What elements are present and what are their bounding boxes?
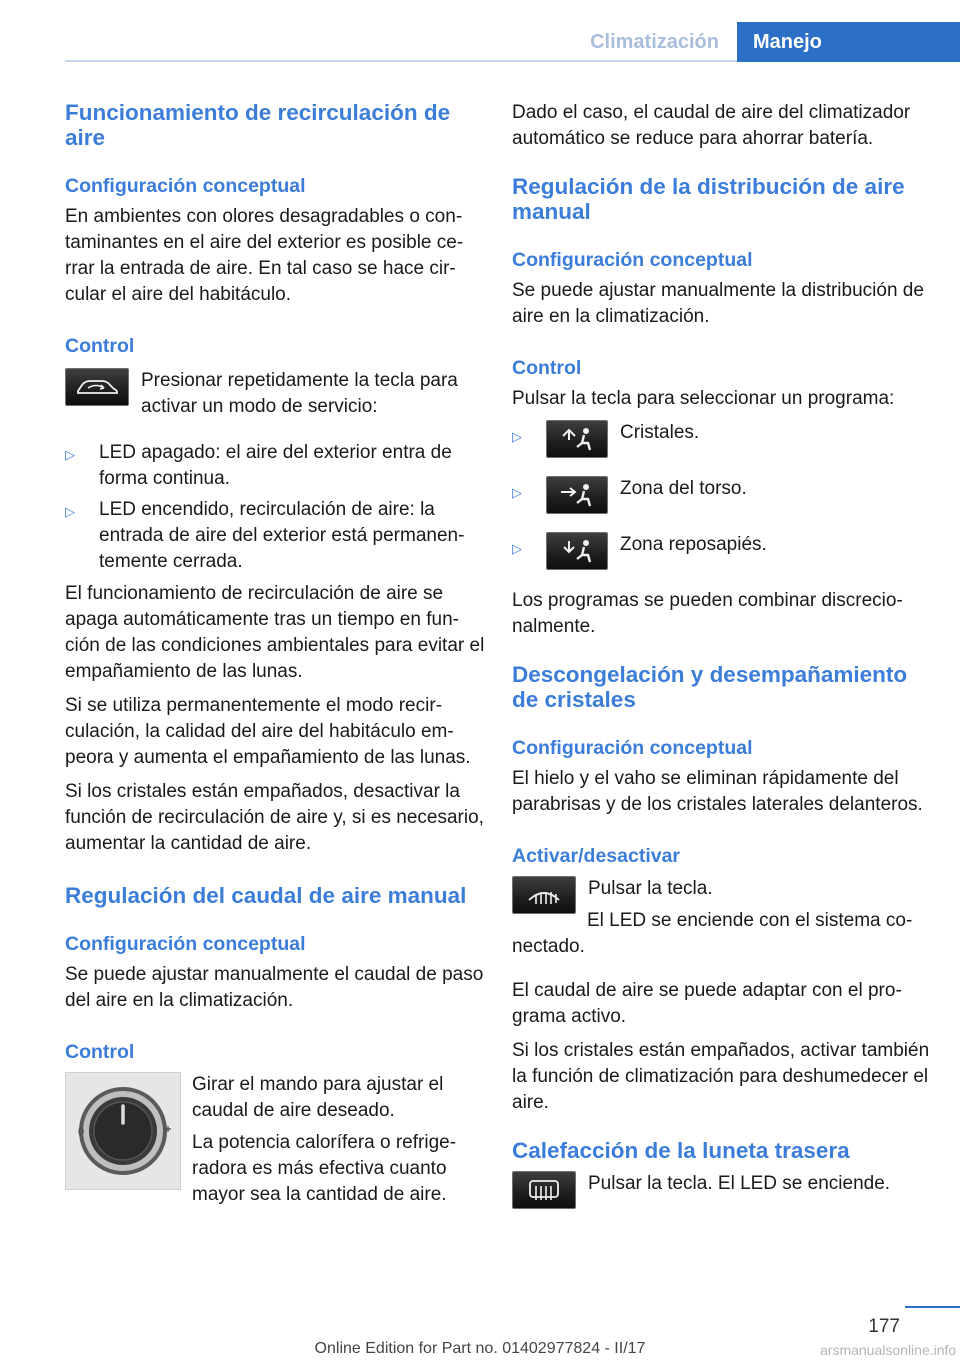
paragraph: Presionar repetidamente la tecla para activar un modo de servicio:	[141, 370, 458, 417]
heading-concept: Configuración conceptual	[65, 175, 306, 197]
led-states-list	[65, 440, 485, 575]
paragraph: Girar el mando para ajustar el caudal de aire deseado.	[192, 1074, 444, 1121]
recirculation-key-icon	[65, 368, 129, 406]
heading-toggle: Activar/desactivar	[512, 845, 681, 867]
heading-control: Control	[65, 335, 135, 357]
bullet-triangle-icon: ▷	[65, 447, 75, 462]
paragraph: Si los cristales están empañados, activar también la función de climatización para deshumedecer el aire.	[512, 1040, 930, 1113]
heading-distribution: Regulación de la distribución de aire manual	[512, 174, 905, 224]
paragraph: En ambientes con olores desagradables o contaminantes en el aire del exterior es posible cerrar la entrada de aire. En tal caso se hace circular el aire del habitáculo.	[65, 206, 464, 305]
header-chapter-tab: Manejo	[737, 22, 960, 62]
bullet-triangle-icon: ▷	[512, 429, 522, 444]
paragraph: Si los cristales están empañados, desactivar la función de recirculación de aire y, si es necesario, aumentar la cantidad de aire.	[65, 781, 484, 854]
paragraph: El hielo y el vaho se eliminan rápidamente del parabrisas y de los cristales laterales delanteros.	[512, 768, 923, 815]
heading-concept: Configuración conceptual	[65, 933, 306, 955]
paragraph: Se puede ajustar manualmente el caudal de paso del aire en la climatización.	[65, 964, 484, 1011]
list-item: ▷ Zona reposapiés.	[512, 532, 932, 570]
heading-airflow: Regulación del caudal de aire manual	[65, 883, 467, 908]
footer-rule	[905, 1306, 960, 1308]
heading-recirculation: Funcionamiento de recirculación de aire	[65, 100, 451, 150]
paragraph: Pulsar la tecla. El LED se enciende.	[588, 1173, 891, 1194]
program-list	[512, 420, 932, 570]
paragraph: Pulsar la tecla para seleccionar un programa:	[512, 388, 895, 409]
defrost-key-icon	[512, 876, 576, 914]
paragraph: Pulsar la tecla.	[588, 878, 713, 899]
paragraph: Se puede ajustar manualmente la distribución de aire en la climatización.	[512, 280, 924, 327]
header-section-label: Climatización	[590, 31, 719, 53]
list-item: ▷ LED encendido, recirculación de aire: la entrada de aire del exterior está permanentemente cerrada.	[65, 499, 465, 572]
watermark: arsmanualsonline.info	[820, 1342, 957, 1358]
edition-footer: Online Edition for Part no. 01402977824 - II/17 arsmanualsonline.info	[314, 1340, 957, 1358]
heading-rear-window: Calefacción de la luneta trasera	[512, 1138, 850, 1163]
airflow-knob-icon	[65, 1072, 181, 1190]
heading-concept: Configuración conceptual	[512, 249, 753, 271]
paragraph: La potencia calorífera o refrigeradora es más efectiva cuanto mayor sea la cantidad de aire.	[192, 1132, 457, 1205]
paragraph: Los programas se pueden combinar discrecionalmente.	[512, 590, 903, 637]
list-item: ▷ LED apagado: el aire del exterior entra de forma continua.	[65, 442, 452, 489]
upper-body-air-icon	[546, 476, 608, 514]
bullet-triangle-icon: ▷	[512, 541, 522, 556]
heading-control: Control	[65, 1041, 135, 1063]
footwell-air-icon	[546, 532, 608, 570]
paragraph: El LED se enciende con el sistema conectado.	[512, 910, 913, 957]
paragraph: El funcionamiento de recirculación de aire se apaga automáticamente tras un tiempo en función de las condiciones ambientales para evitar el empañamiento de las lunas.	[65, 583, 485, 682]
paragraph: Dado el caso, el caudal de aire del climatizador automático se reduce para ahorrar batería.	[512, 102, 911, 149]
list-item: ▷ Zona del torso.	[512, 476, 932, 514]
bullet-triangle-icon: ▷	[65, 504, 75, 519]
heading-control: Control	[512, 357, 582, 379]
right-column	[512, 100, 932, 1223]
list-item: ▷ Cristales.	[512, 420, 932, 458]
page-number: 177	[868, 1316, 900, 1337]
left-column	[65, 100, 485, 1228]
heading-defrost: Descongelación y desempañamiento de cristales	[512, 662, 908, 712]
svg-text:0: 0	[78, 1126, 85, 1138]
paragraph: Si se utiliza permanentemente el modo recirculación, la calidad del aire del habitáculo empeora y aumenta el empañamiento de las lunas.	[65, 695, 471, 768]
paragraph: El caudal de aire se puede adaptar con el programa activo.	[512, 980, 902, 1027]
bullet-triangle-icon: ▷	[512, 485, 522, 500]
windshield-air-icon	[546, 420, 608, 458]
rear-window-heat-icon	[512, 1171, 576, 1209]
heading-concept: Configuración conceptual	[512, 737, 753, 759]
